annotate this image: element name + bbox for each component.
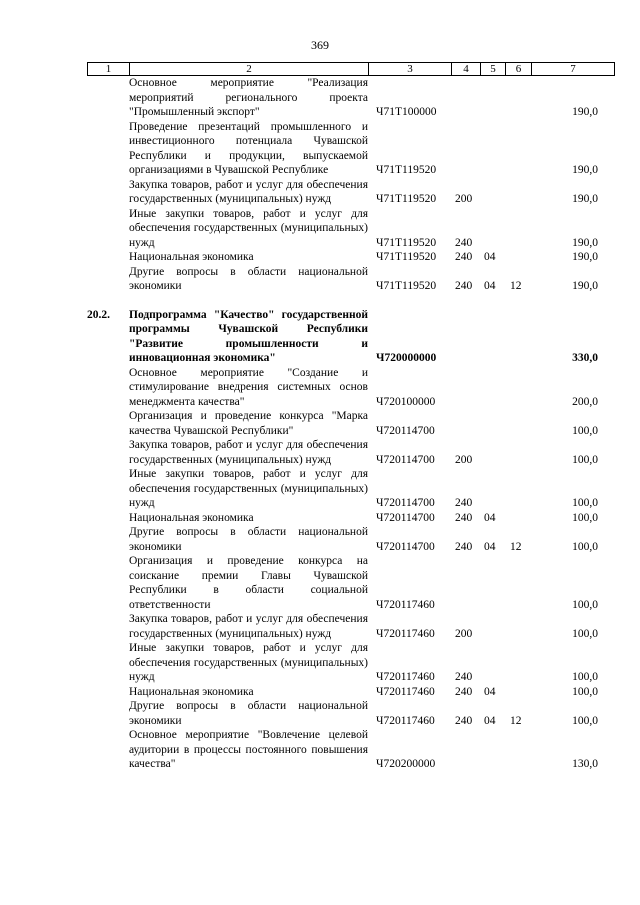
table-row	[87, 178, 614, 207]
column-header-2: 2	[130, 63, 369, 76]
row-target-code: Ч720117460	[376, 685, 435, 698]
table-row	[87, 250, 614, 265]
table-row	[87, 120, 614, 178]
table-row	[87, 685, 614, 700]
column-header-3: 3	[369, 63, 452, 76]
row-expense-type: 240	[455, 497, 473, 509]
row-section: 04	[484, 714, 496, 727]
row-expense-type: 240	[455, 280, 473, 292]
table-row	[87, 525, 614, 554]
row-expense-type: 240	[455, 540, 473, 553]
row-target-code: Ч720117460	[376, 598, 435, 611]
row-amount: 100,0	[572, 714, 598, 727]
row-amount: 190,0	[572, 193, 598, 205]
row-description: Национальная экономика	[129, 685, 254, 698]
table-row	[87, 207, 614, 251]
row-expense-type: 240	[455, 714, 473, 727]
row-expense-type: 240	[455, 251, 473, 263]
row-description: Другие вопросы в области национальной экономики	[129, 265, 368, 292]
column-header-7: 7	[532, 63, 615, 76]
row-amount: 130,0	[572, 758, 598, 770]
row-target-code: Ч720100000	[376, 395, 436, 408]
page-number: 369	[311, 38, 329, 52]
row-expense-type: 240	[455, 685, 473, 698]
row-description: Закупка товаров, работ и услуг для обеспечения государственных (муниципальных) нужд	[129, 178, 368, 205]
row-group-b	[87, 308, 614, 772]
row-description: Основное мероприятие "Реализация мероприятий регионального проекта "Промышленный экспорт"	[129, 77, 368, 118]
row-amount: 100,0	[572, 453, 598, 466]
budget-table-body	[87, 76, 614, 772]
row-section: 04	[484, 540, 496, 553]
row-number: 20.2.	[87, 308, 110, 321]
column-header-row	[88, 63, 615, 76]
table-row	[87, 511, 614, 526]
row-target-code: Ч720114700	[376, 540, 435, 553]
row-target-code: Ч71Т100000	[376, 106, 437, 118]
row-target-code: Ч720200000	[376, 758, 436, 770]
row-target-code: Ч720114700	[376, 511, 435, 524]
row-section: 04	[484, 280, 496, 292]
row-description: Иные закупки товаров, работ и услуг для обеспечения государственных (муниципальных) нужд	[129, 207, 368, 249]
table-row	[87, 265, 614, 294]
row-subsection: 12	[510, 280, 522, 292]
column-header-1: 1	[88, 63, 130, 76]
column-header-4: 4	[452, 63, 481, 76]
row-description: Организация и проведение конкурса на соискание премии Главы Чувашской Республики в области социальной ответственности	[129, 555, 368, 611]
row-amount: 190,0	[572, 280, 598, 292]
row-target-code: Ч720117460	[376, 714, 435, 727]
row-description: Подпрограмма "Качество" государственной программы Чувашской Республики "Развитие промышленности и инновационная экономика"	[129, 308, 368, 364]
row-description: Организация и проведение конкурса "Марка качества Чувашской Республики"	[129, 410, 368, 437]
row-target-code: Ч71Т119520	[376, 236, 437, 249]
row-amount: 190,0	[572, 106, 598, 118]
row-amount: 100,0	[572, 424, 598, 437]
row-amount: 190,0	[572, 164, 598, 176]
row-description: Закупка товаров, работ и услуг для обеспечения государственных (муниципальных) нужд	[129, 613, 368, 640]
row-target-code: Ч71Т119520	[376, 164, 437, 176]
row-expense-type: 200	[455, 627, 473, 640]
row-amount: 190,0	[572, 236, 598, 249]
row-amount: 200,0	[572, 395, 598, 408]
row-description: Иные закупки товаров, работ и услуг для обеспечения государственных (муниципальных) нужд	[129, 468, 368, 509]
row-subsection: 12	[510, 540, 522, 553]
row-description: Основное мероприятие "Вовлечение целевой аудитории в процессы постоянного повышения качества"	[129, 729, 368, 770]
row-target-code: Ч71Т119520	[376, 280, 437, 292]
table-row	[87, 728, 614, 772]
row-spacer	[87, 294, 614, 308]
row-amount: 100,0	[572, 598, 598, 611]
row-expense-type: 200	[455, 193, 473, 205]
table-row	[87, 641, 614, 685]
row-description: Иные закупки товаров, работ и услуг для обеспечения государственных (муниципальных) нужд	[129, 642, 368, 683]
row-amount: 100,0	[572, 671, 598, 683]
row-target-code: Ч720114700	[376, 497, 435, 509]
row-target-code: Ч720114700	[376, 424, 435, 437]
row-amount: 100,0	[572, 497, 598, 509]
row-section: 04	[484, 685, 496, 698]
row-amount: 100,0	[572, 627, 598, 640]
table-row	[87, 699, 614, 728]
row-amount: 100,0	[572, 540, 598, 553]
row-expense-type: 200	[455, 453, 473, 466]
row-target-code: Ч720117460	[376, 627, 435, 640]
row-subsection: 12	[510, 714, 522, 727]
column-header-table	[87, 62, 615, 76]
row-description: Проведение презентаций промышленного и инвестиционного потенциала Чувашской Республики и продукции, выпускаемой организациями в Чувашской Республике	[129, 120, 368, 176]
row-amount: 330,0	[572, 352, 598, 364]
row-description: Национальная экономика	[129, 511, 254, 524]
row-expense-type: 240	[455, 511, 473, 524]
table-row	[87, 438, 614, 467]
row-description: Другие вопросы в области национальной экономики	[129, 700, 368, 727]
table-row	[87, 467, 614, 511]
row-description: Национальная экономика	[129, 251, 254, 263]
row-target-code: Ч720114700	[376, 453, 435, 466]
row-section: 04	[484, 511, 496, 524]
table-row	[87, 612, 614, 641]
column-header-5: 5	[481, 63, 506, 76]
row-amount: 100,0	[572, 685, 598, 698]
row-description: Закупка товаров, работ и услуг для обеспечения государственных (муниципальных) нужд	[129, 439, 368, 466]
row-target-code: Ч720000000	[376, 352, 437, 364]
row-expense-type: 240	[455, 236, 473, 249]
row-amount: 100,0	[572, 511, 598, 524]
row-target-code: Ч720117460	[376, 671, 435, 683]
row-group-a	[87, 76, 614, 294]
row-target-code: Ч71Т119520	[376, 251, 437, 263]
row-expense-type: 240	[455, 671, 473, 683]
table-row	[87, 76, 614, 120]
row-amount: 190,0	[572, 251, 598, 263]
table-row	[87, 409, 614, 438]
table-row	[87, 554, 614, 612]
column-header-6: 6	[506, 63, 532, 76]
row-section: 04	[484, 251, 496, 263]
row-description: Основное мероприятие "Создание и стимулирование внедрения системных основ менеджмента качества"	[129, 366, 368, 408]
table-row	[87, 308, 614, 366]
row-description: Другие вопросы в области национальной экономики	[129, 526, 368, 553]
row-target-code: Ч71Т119520	[376, 193, 437, 205]
table-row	[87, 366, 614, 410]
